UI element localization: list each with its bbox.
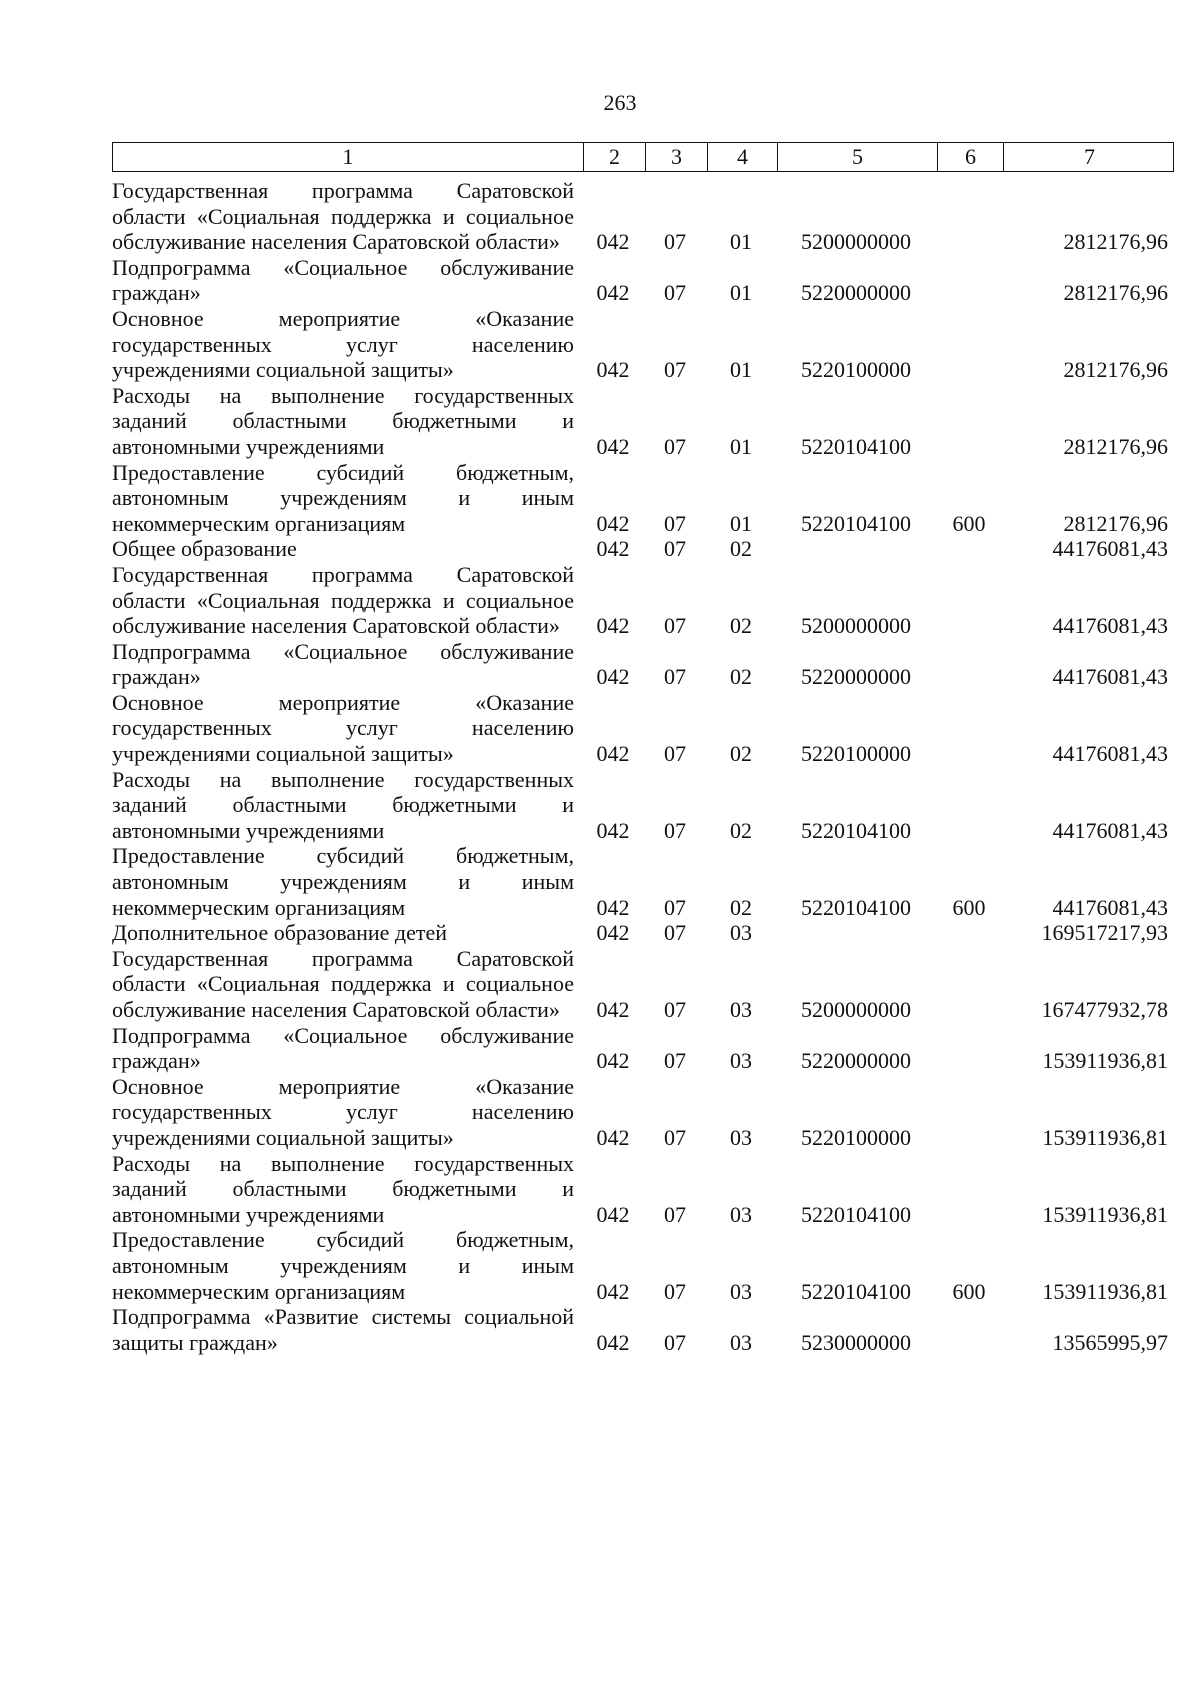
row-name: Государственная программа Саратовской области «Социальная поддержка и социальное обслуживание населения Саратовской области» (112, 561, 574, 639)
cell-code-4: 03 (730, 1278, 752, 1304)
table-row (112, 639, 1174, 690)
cell-amount: 44176081,43 (1052, 664, 1168, 690)
cell-code-4: 03 (730, 1048, 752, 1074)
table-row (112, 920, 1174, 946)
cell-amount: 2812176,96 (1063, 280, 1168, 306)
column-header: 4 (707, 143, 777, 171)
cell-amount: 2812176,96 (1063, 229, 1168, 255)
cell-code-2: 042 (596, 664, 630, 690)
table-row (112, 460, 1174, 537)
cell-target-article: 5220104100 (801, 817, 911, 843)
table-row (112, 255, 1174, 306)
cell-code-2: 042 (596, 1048, 630, 1074)
cell-amount: 2812176,96 (1063, 510, 1168, 536)
row-name: Общее образование (112, 536, 297, 562)
cell-code-3: 07 (664, 280, 686, 306)
row-name: Предоставление субсидий бюджетным, автономным учреждениям и иным некоммерческим организациям (112, 843, 574, 920)
cell-code-2: 042 (596, 357, 630, 383)
cell-code-3: 07 (664, 1278, 686, 1304)
cell-code-2: 042 (596, 1329, 630, 1355)
cell-code-2: 042 (596, 510, 630, 536)
cell-target-article: 5220104100 (801, 510, 911, 536)
row-name: Расходы на выполнение государственных заданий областными бюджетными и автономными учреждениями (112, 766, 574, 843)
cell-code-2: 042 (596, 1124, 630, 1150)
cell-amount: 153911936,81 (1042, 1048, 1168, 1074)
column-header: 2 (583, 143, 645, 171)
cell-target-article: 5200000000 (801, 229, 911, 255)
budget-table (112, 142, 1174, 1355)
cell-code-2: 042 (596, 280, 630, 306)
cell-code-3: 07 (664, 433, 686, 459)
row-name: Подпрограмма «Социальное обслуживание граждан» (112, 254, 574, 306)
row-name: Государственная программа Саратовской области «Социальная поддержка и социальное обслуживание населения Саратовской области» (112, 178, 574, 255)
cell-code-3: 07 (664, 894, 686, 920)
table-header-row (112, 142, 1174, 172)
cell-amount: 153911936,81 (1042, 1124, 1168, 1150)
table-row (112, 1074, 1174, 1151)
cell-code-2: 042 (596, 433, 630, 459)
table-row (112, 767, 1174, 844)
row-name: Подпрограмма «Развитие системы социальной защиты граждан» (112, 1304, 574, 1355)
cell-code-3: 07 (664, 1329, 686, 1355)
cell-target-article: 5220100000 (801, 357, 911, 383)
cell-target-article: 5220104100 (801, 894, 911, 920)
cell-code-3: 07 (664, 1048, 686, 1074)
cell-amount: 13565995,97 (1052, 1329, 1168, 1355)
column-header: 5 (777, 143, 937, 171)
column-header: 7 (1003, 143, 1175, 171)
cell-code-4: 01 (730, 280, 752, 306)
cell-code-4: 02 (730, 536, 752, 562)
table-row (112, 843, 1174, 920)
cell-code-3: 07 (664, 229, 686, 255)
cell-amount: 44176081,43 (1052, 894, 1168, 920)
column-header: 1 (342, 144, 354, 169)
cell-expense-type: 600 (952, 894, 986, 920)
cell-code-2: 042 (596, 894, 630, 920)
table-row (112, 1227, 1174, 1304)
table-row (112, 383, 1174, 460)
cell-code-4: 01 (730, 229, 752, 255)
cell-code-3: 07 (664, 1201, 686, 1227)
cell-code-3: 07 (664, 741, 686, 767)
cell-code-4: 02 (730, 664, 752, 690)
cell-target-article: 5220104100 (801, 1201, 911, 1227)
cell-code-3: 07 (664, 920, 686, 946)
cell-code-4: 02 (730, 894, 752, 920)
row-name: Подпрограмма «Социальное обслуживание граждан» (112, 1022, 574, 1074)
table-row (112, 306, 1174, 383)
cell-code-2: 042 (596, 229, 630, 255)
cell-target-article: 5200000000 (801, 997, 911, 1022)
cell-code-3: 07 (664, 997, 686, 1022)
table-row (112, 690, 1174, 767)
cell-code-4: 01 (730, 357, 752, 383)
cell-code-4: 02 (730, 817, 752, 843)
row-name: Расходы на выполнение государственных заданий областными бюджетными и автономными учреждениями (112, 382, 574, 459)
cell-code-3: 07 (664, 1124, 686, 1150)
cell-code-3: 07 (664, 357, 686, 383)
cell-amount: 44176081,43 (1052, 817, 1168, 843)
cell-amount: 44176081,43 (1052, 741, 1168, 767)
cell-code-4: 03 (730, 1329, 752, 1355)
row-name: Основное мероприятие «Оказание государственных услуг населению учреждениями социальной защиты» (112, 689, 574, 767)
row-name: Расходы на выполнение государственных заданий областными бюджетными и автономными учреждениями (112, 1150, 574, 1227)
page-number: 263 (603, 90, 637, 115)
cell-target-article: 5220000000 (801, 664, 911, 690)
cell-code-2: 042 (596, 1201, 630, 1227)
row-name: Подпрограмма «Социальное обслуживание граждан» (112, 638, 574, 690)
cell-code-4: 01 (730, 510, 752, 536)
row-name: Дополнительное образование детей (112, 920, 448, 946)
cell-code-4: 01 (730, 433, 752, 459)
cell-amount: 44176081,43 (1052, 536, 1168, 562)
cell-expense-type: 600 (952, 1278, 986, 1304)
cell-code-3: 07 (664, 613, 686, 639)
table-row (112, 946, 1174, 1023)
table-row (112, 562, 1174, 639)
table-row (112, 536, 1174, 562)
row-name: Основное мероприятие «Оказание государственных услуг населению учреждениями социальной защиты» (112, 1073, 574, 1150)
row-name: Предоставление субсидий бюджетным, автономным учреждениям и иным некоммерческим организациям (112, 1227, 574, 1304)
cell-target-article: 5220000000 (801, 1048, 911, 1074)
cell-code-4: 03 (730, 997, 752, 1022)
cell-code-3: 07 (664, 664, 686, 690)
cell-target-article: 5220104100 (801, 1278, 911, 1304)
cell-amount: 2812176,96 (1063, 433, 1168, 459)
cell-target-article: 5220104100 (801, 433, 911, 459)
cell-code-2: 042 (596, 817, 630, 843)
cell-code-4: 02 (730, 741, 752, 767)
column-header: 6 (937, 143, 1003, 171)
cell-target-article: 5220000000 (801, 280, 911, 306)
cell-code-2: 042 (596, 997, 630, 1022)
cell-code-4: 03 (730, 1201, 752, 1227)
cell-code-2: 042 (596, 536, 630, 562)
cell-code-4: 03 (730, 920, 752, 946)
cell-amount: 153911936,81 (1042, 1278, 1168, 1304)
cell-target-article: 5230000000 (801, 1329, 911, 1355)
cell-amount: 167477932,78 (1041, 997, 1168, 1022)
table-body (112, 178, 1174, 1355)
table-row (112, 1151, 1174, 1228)
cell-code-3: 07 (664, 536, 686, 562)
cell-amount: 44176081,43 (1052, 613, 1168, 639)
row-name: Основное мероприятие «Оказание государственных услуг населению учреждениями социальной защиты» (112, 305, 574, 383)
cell-code-2: 042 (596, 741, 630, 767)
column-header: 3 (645, 143, 707, 171)
row-name: Государственная программа Саратовской области «Социальная поддержка и социальное обслуживание населения Саратовской области» (112, 945, 574, 1022)
cell-code-3: 07 (664, 817, 686, 843)
table-row (112, 1304, 1174, 1355)
cell-code-2: 042 (596, 920, 630, 946)
cell-target-article: 5200000000 (801, 613, 911, 639)
table-row (112, 1023, 1174, 1074)
cell-code-3: 07 (664, 510, 686, 536)
cell-expense-type: 600 (952, 510, 986, 536)
cell-code-4: 02 (730, 613, 752, 639)
cell-amount: 153911936,81 (1042, 1201, 1168, 1227)
cell-amount: 169517217,93 (1041, 920, 1168, 946)
cell-target-article: 5220100000 (801, 1124, 911, 1150)
cell-code-4: 03 (730, 1124, 752, 1150)
cell-amount: 2812176,96 (1063, 357, 1168, 383)
table-row (112, 178, 1174, 255)
cell-code-2: 042 (596, 613, 630, 639)
cell-code-2: 042 (596, 1278, 630, 1304)
row-name: Предоставление субсидий бюджетным, автономным учреждениям и иным некоммерческим организациям (112, 459, 574, 536)
cell-target-article: 5220100000 (801, 741, 911, 767)
